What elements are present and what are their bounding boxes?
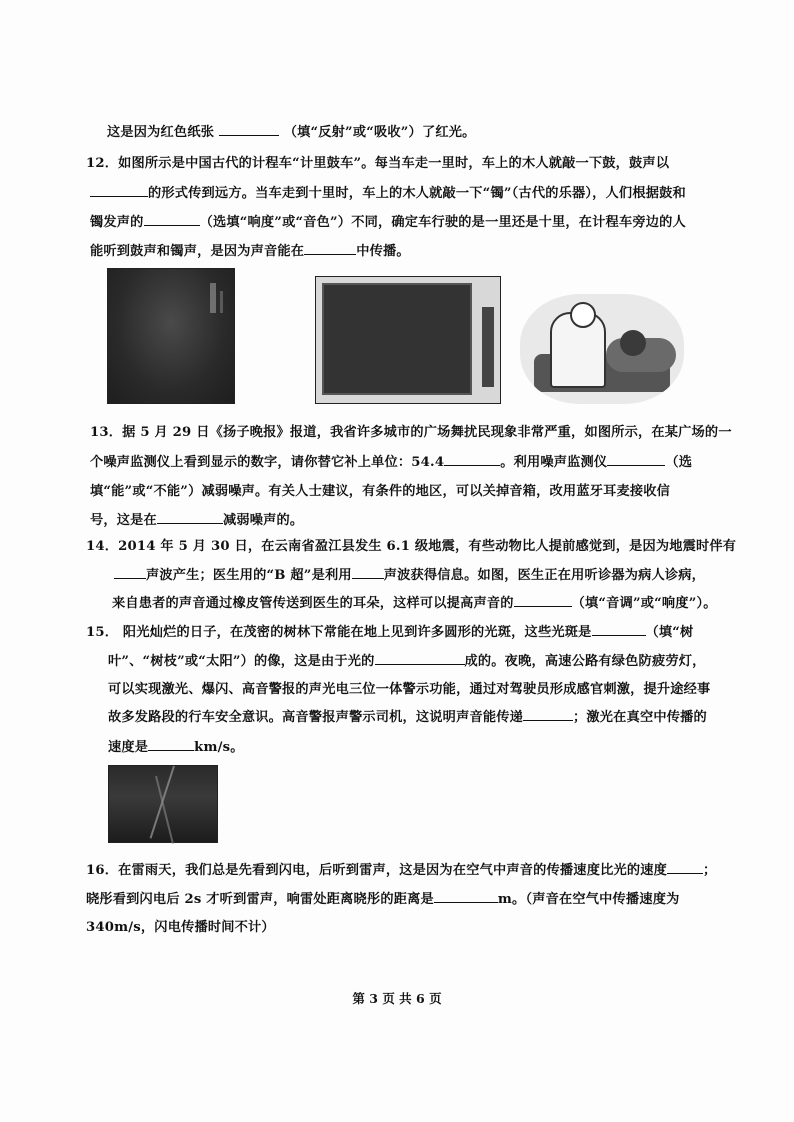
- q16-line1: 16．在雷雨天，我们总是先看到闪电，后听到雷声，这是因为在空气中声音的传播速度比光的速度 ；: [86, 863, 717, 878]
- q13-line3: 填“能”或“不能”）减弱噪声。有关人士建议，有条件的地区，可以关掉音箱，改用蓝牙耳麦接收信: [90, 484, 671, 499]
- answer-blank[interactable]: [114, 566, 146, 579]
- figure-highway-lights-photo: [108, 765, 218, 843]
- answer-blank[interactable]: [352, 566, 384, 579]
- q12-line3: 镯发声的 （选填“响度”或“音色”）不同，确定车行驶的是一里还是十里，在计程车旁边的人: [90, 215, 686, 230]
- answer-blank[interactable]: [219, 123, 279, 136]
- answer-blank[interactable]: [514, 594, 572, 607]
- answer-blank[interactable]: [304, 242, 356, 255]
- q16-line2: 晓彤看到闪电后 2s 才听到雷声，响雷处距离晓彤的距离是 m。（声音在空气中传播速度为: [86, 892, 680, 907]
- q13-line1: 13．据 5 月 29 日《扬子晚报》报道，我省许多城市的广场舞扰民现象非常严重，如图所示，在某广场的一: [90, 425, 732, 440]
- q11-line1: 这是因为红色纸张 （填“反射”或“吸收”）了红光。: [107, 125, 476, 140]
- answer-blank[interactable]: [607, 453, 665, 466]
- figure-noise-monitor-photo: [315, 276, 501, 404]
- page-number: 第 3 页 共 6 页: [352, 991, 442, 1006]
- q16-line3: 340m/s，闪电传播时间不计）: [86, 920, 275, 935]
- answer-blank[interactable]: [592, 623, 646, 636]
- answer-blank[interactable]: [444, 453, 500, 466]
- figure-doctor-stethoscope-illustration: [520, 294, 684, 404]
- q12-line4: 能听到鼓声和镯声，是因为声音能在 中传播。: [90, 244, 410, 259]
- q14-line1: 14．2014 年 5 月 30 日，在云南省盈江县发生 6.1 级地震，有些动物比人提前感觉到，是因为地震时伴有: [86, 539, 737, 554]
- q15-line3: 可以实现激光、爆闪、高音警报的声光电三位一体警示功能，通过对驾驶员形成感官刺激，提升途经事: [108, 682, 711, 697]
- answer-blank[interactable]: [523, 708, 573, 721]
- answer-blank[interactable]: [144, 213, 200, 226]
- answer-blank[interactable]: [434, 890, 498, 903]
- q12-line2: 的形式传到远方。当车走到十里时，车上的木人就敲一下“镯”（古代的乐器），人们根据鼓和: [90, 182, 686, 201]
- figure-drum-cart-photo: [107, 268, 235, 404]
- q13-line2: 个噪声监测仪上看到显示的数字，请你替它补上单位：54.4 。利用噪声监测仪 （选: [90, 455, 693, 470]
- q13-line4: 号，这是在 减弱噪声的。: [90, 513, 304, 528]
- q14-line3: 来自患者的声音通过橡皮管传送到医生的耳朵，这样可以提高声音的 （填“音调”或“响度”）。: [112, 596, 717, 611]
- q15-line4: 故多发路段的行车安全意识。高音警报声警示司机，这说明声音能传递 ；激光在真空中传播的: [108, 710, 707, 725]
- q14-line2: 声波产生；医生用的“B 超”是利用 声波获得信息。如图，医生正在用听诊器为病人诊病，: [114, 564, 705, 583]
- answer-blank[interactable]: [157, 511, 223, 524]
- q15-line1: 15． 阳光灿烂的日子，在茂密的树林下常能在地上见到许多圆形的光斑，这些光斑是 （填“树: [86, 625, 694, 640]
- answer-blank[interactable]: [148, 738, 194, 751]
- q12-line1: 12．如图所示是中国古代的计程车“计里鼓车”。每当车走一里时，车上的木人就敲一下鼓，鼓声以: [86, 156, 670, 171]
- answer-blank[interactable]: [375, 652, 465, 665]
- answer-blank[interactable]: [667, 861, 703, 874]
- q15-line5: 速度是 km/s。: [108, 740, 244, 755]
- answer-blank[interactable]: [90, 184, 148, 197]
- q15-line2: 叶”、“树枝”或“太阳”）的像，这是由于光的 成的。夜晚，高速公路有绿色防疲劳灯，: [108, 654, 706, 669]
